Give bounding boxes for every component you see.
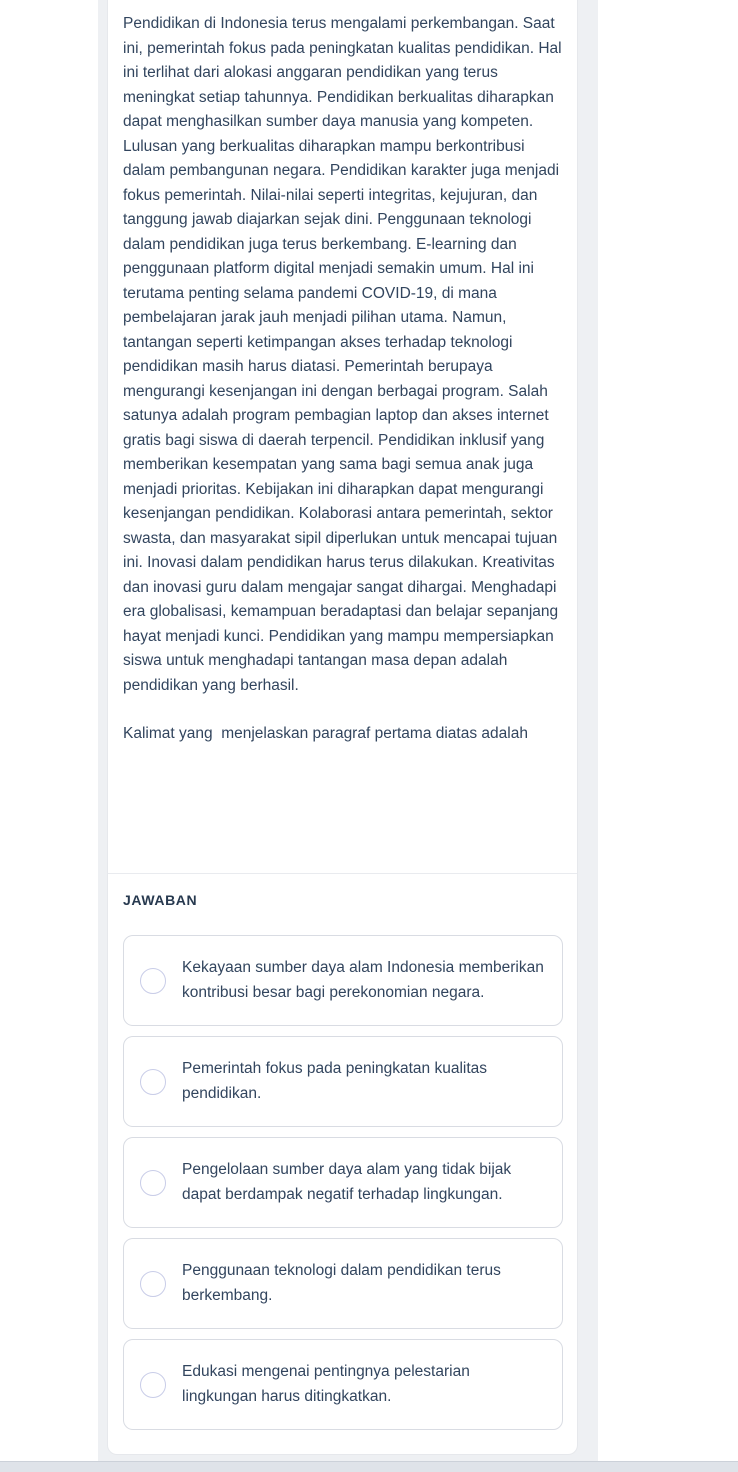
answer-option-4[interactable] [123, 1238, 563, 1329]
answer-option-label: Kekayaan sumber daya alam Indonesia memberikan kontribusi besar bagi perekonomian negara. [182, 959, 544, 1001]
question-text: Kalimat yang menjelaskan paragraf pertama diatas adalah [123, 725, 528, 742]
answer-option-3[interactable] [123, 1137, 563, 1228]
app-background [98, 0, 598, 1461]
radio-button-icon[interactable] [140, 1271, 166, 1297]
passage-text: Pendidikan di Indonesia terus mengalami perkembangan. Saat ini, pemerintah fokus pada peningkatan kualitas pendidikan. Hal ini terlihat dari alokasi anggaran pendidikan yang terus meningkat setiap tahunnya. Pendidikan berkualitas diharapkan dapat menghasilkan sumber daya manusia yang kompeten. Lulusan yang berkualitas diharapkan mampu berkontribusi dalam pembangunan negara. Pendidikan karakter juga menjadi fokus pemerintah. Nilai-nilai seperti integritas, kejujuran, dan tanggung jawab diajarkan sejak dini. Penggunaan teknologi dalam pendidikan juga terus berkembang. E-learning dan penggunaan platform digital menjadi semakin umum. Hal ini terutama penting selama pandemi COVID-19, di mana pembelajaran jarak jauh menjadi pilihan utama. Namun, tantangan seperti ketimpangan akses terhadap teknologi pendidikan masih harus diatasi. Pemerintah berupaya mengurangi kesenjangan ini dengan berbagai program. Salah satunya adalah program pembagian laptop dan akses internet gratis bagi siswa di daerah terpencil. Pendidikan inklusif yang memberikan kesempatan yang sama bagi semua anak juga menjadi prioritas. Kebijakan ini diharapkan dapat mengurangi kesenjangan pendidikan. Kolaborasi antara pemerintah, sektor swasta, dan masyarakat sipil diperlukan untuk mencapai tujuan ini. Inovasi dalam pendidikan harus terus dilakukan. Kreativitas dan inovasi guru dalam mengajar sangat dihargai. Menghadapi era globalisasi, kemampuan beradaptasi dan belajar sepanjang hayat menjadi kunci. Pendidikan yang mampu mempersiapkan siswa untuk menghadapi tantangan masa depan adalah pendidikan yang berhasil. [123, 15, 562, 694]
question-section [108, 0, 577, 874]
answer-options-list [123, 935, 563, 1430]
answer-option-label: Pemerintah fokus pada peningkatan kualitas pendidikan. [182, 1060, 488, 1102]
bottom-bar [0, 1461, 738, 1472]
radio-button-icon[interactable] [140, 1372, 166, 1398]
answer-option-label: Penggunaan teknologi dalam pendidikan terus berkembang. [182, 1262, 501, 1304]
question-card [107, 0, 578, 1455]
radio-button-icon[interactable] [140, 1069, 166, 1095]
answers-heading: JAWABAN [123, 892, 198, 908]
radio-button-icon[interactable] [140, 1170, 166, 1196]
answer-option-label: Edukasi mengenai pentingnya pelestarian lingkungan harus ditingkatkan. [182, 1363, 470, 1405]
answer-option-2[interactable] [123, 1036, 563, 1127]
answers-section [108, 874, 577, 1444]
radio-button-icon[interactable] [140, 968, 166, 994]
answer-option-5[interactable] [123, 1339, 563, 1430]
answer-option-1[interactable] [123, 935, 563, 1026]
answer-option-label: Pengelolaan sumber daya alam yang tidak bijak dapat berdampak negatif terhadap lingkungan. [182, 1161, 512, 1203]
